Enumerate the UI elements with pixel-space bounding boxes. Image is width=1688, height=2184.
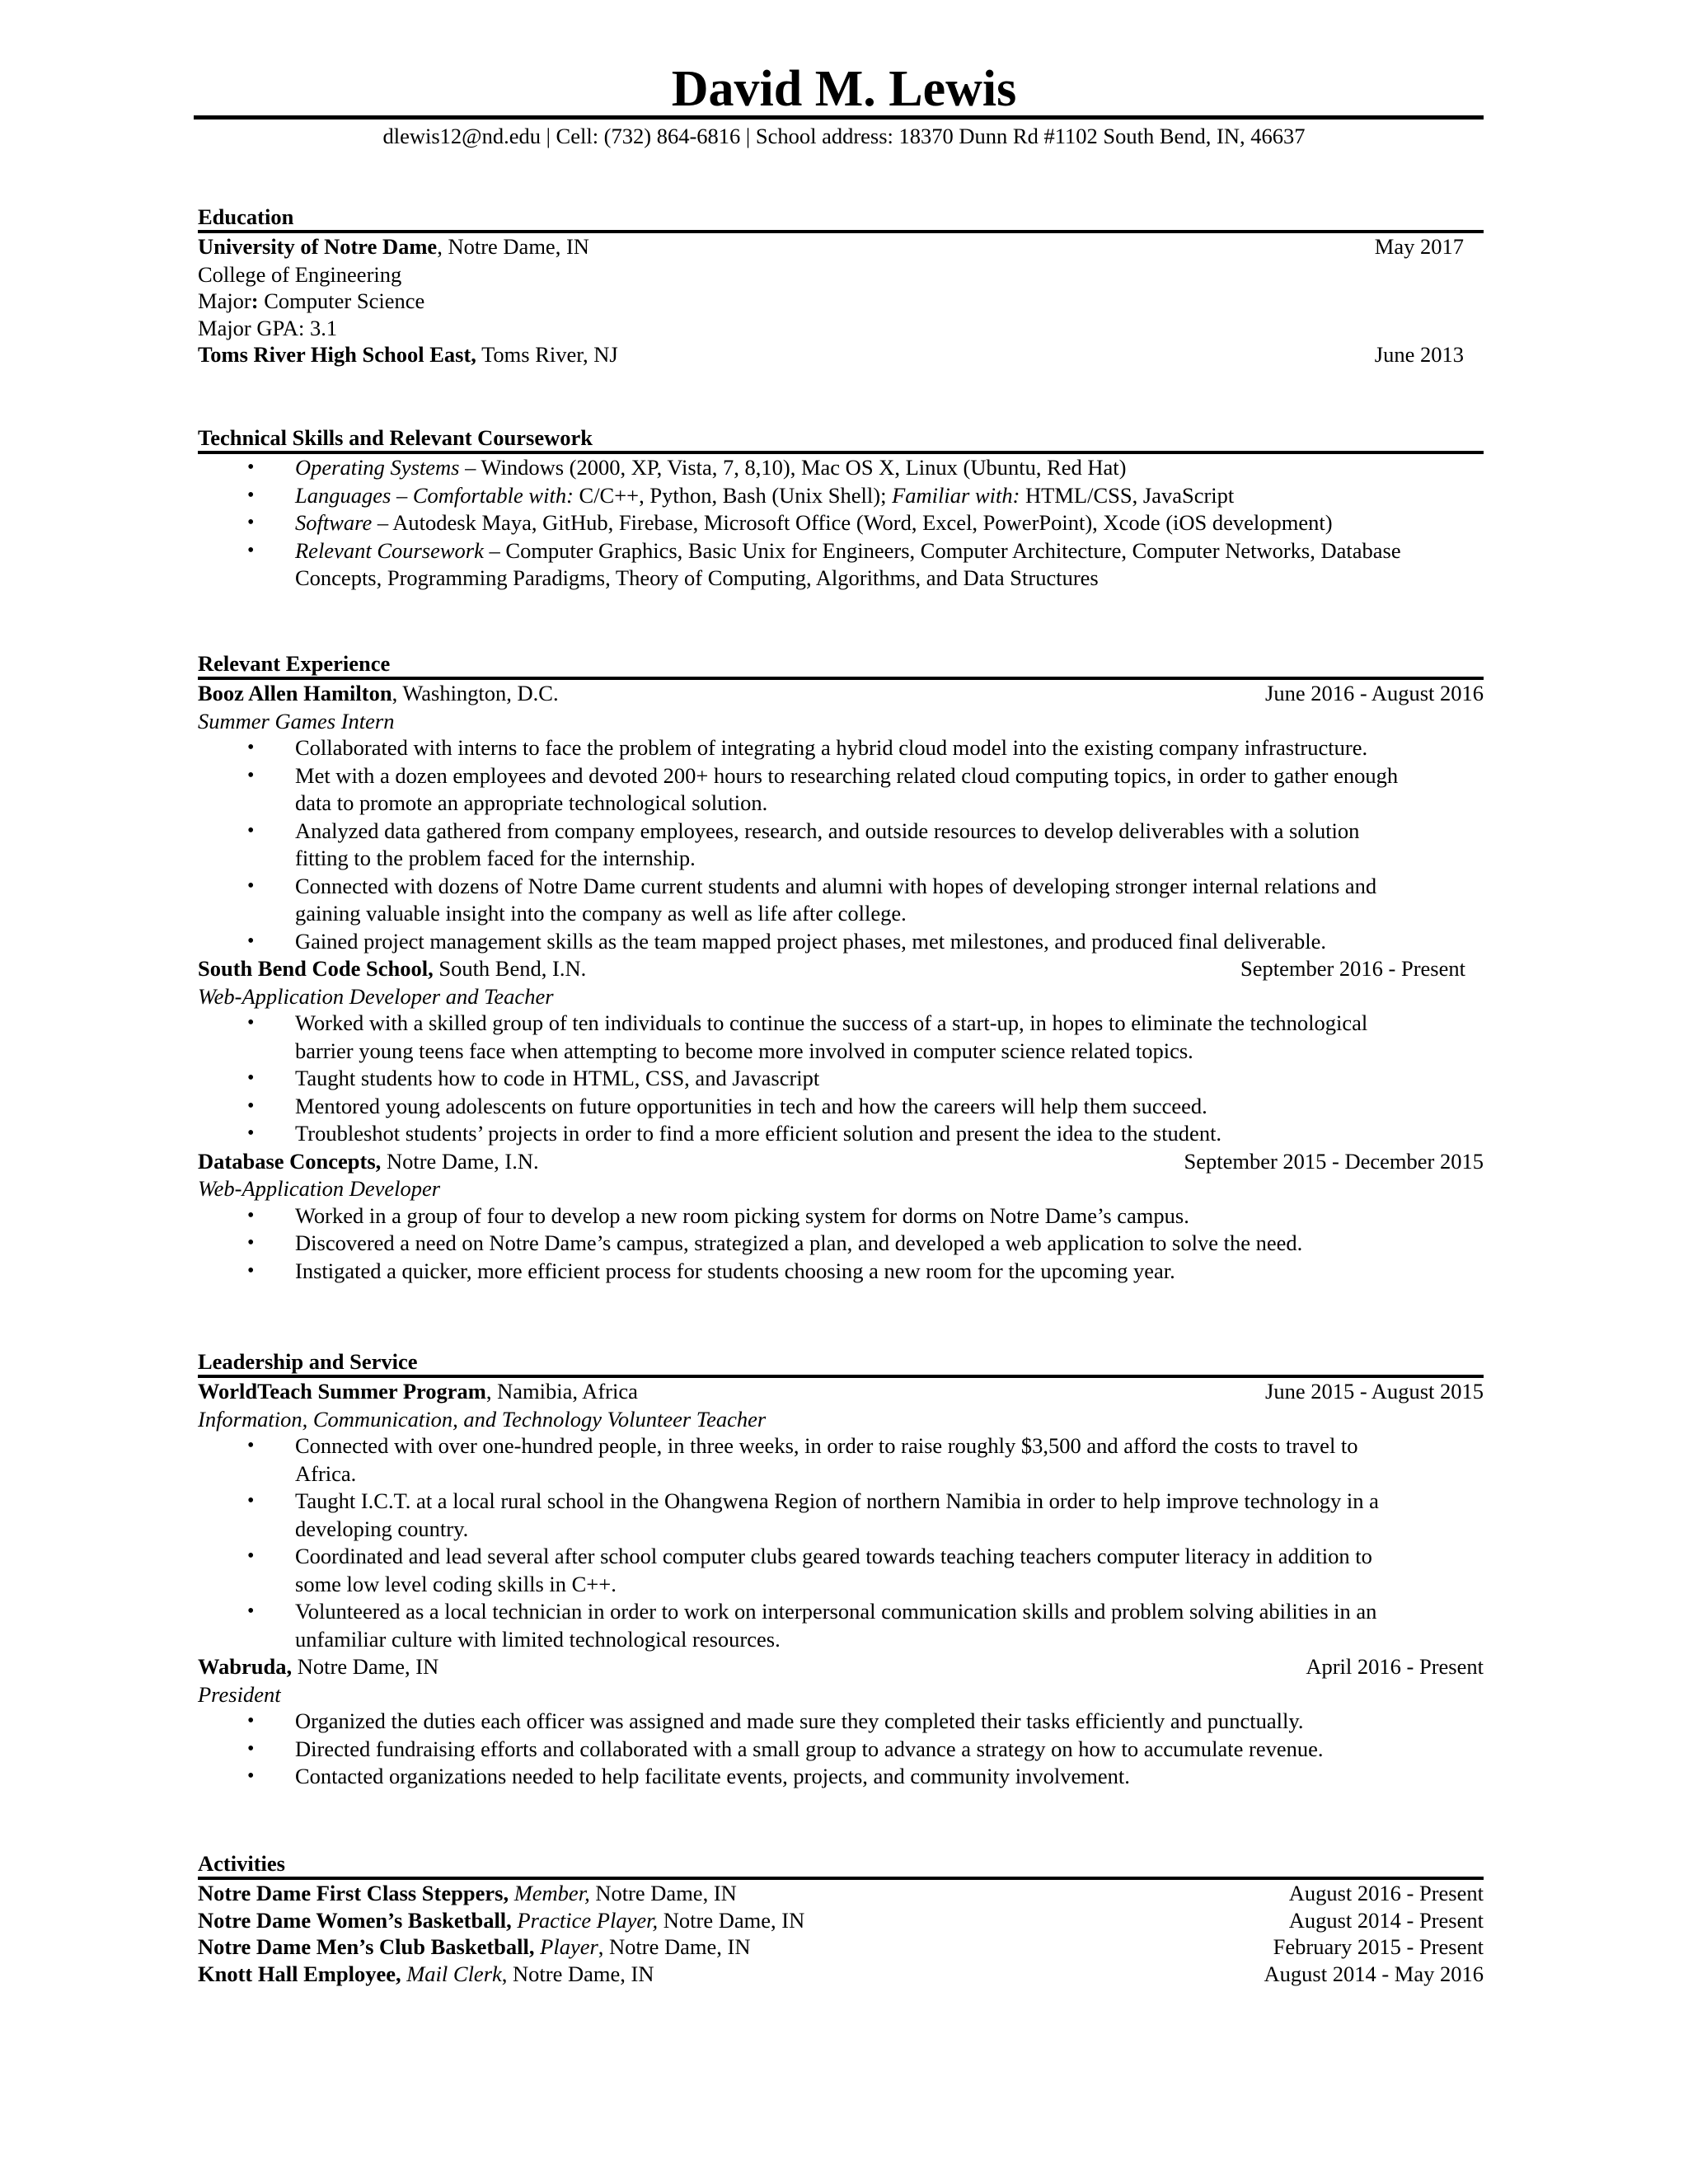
job-org: Wabruda, — [198, 1654, 293, 1679]
job-header — [198, 1148, 1484, 1176]
job-date: June 2016 - August 2016 — [1265, 681, 1484, 705]
job-org-line — [198, 1148, 539, 1176]
education-major — [198, 288, 1484, 315]
list-item — [198, 1736, 1482, 1764]
job-header — [198, 1653, 1484, 1681]
list-item — [198, 1065, 1482, 1093]
skill-text: Autodesk Maya, GitHub, Firebase, Microsoft Office (Word, Excel, PowerPoint), Xcode (iOS development) — [392, 510, 1333, 535]
list-item — [198, 734, 1482, 762]
education-school — [198, 341, 618, 369]
list-item — [198, 1488, 1482, 1543]
skills-list — [198, 454, 1484, 593]
activity-desc — [198, 1907, 804, 1934]
job-role: Web-Application Developer — [198, 1176, 441, 1201]
activity-date: August 2014 - May 2016 — [1264, 1961, 1484, 1986]
education-gpa: Major GPA: 3.1 — [198, 315, 338, 340]
bullet-icon: • — [247, 457, 255, 478]
bullet-text: Coordinated and lead several after school computer clubs geared towards teaching teachers computer literacy in addition to — [295, 1544, 1372, 1568]
bullet-text: fitting to the problem faced for the internship. — [295, 846, 696, 870]
job-bullets — [198, 1010, 1484, 1148]
section-title-skills: Technical Skills and Relevant Coursework — [198, 425, 593, 450]
bullet-icon: • — [247, 1435, 255, 1456]
activity-org: Notre Dame Women’s Basketball, — [198, 1907, 512, 1933]
list-item — [198, 482, 1482, 510]
activity-desc — [198, 1933, 751, 1961]
job-date: June 2015 - August 2015 — [1265, 1379, 1484, 1404]
activity-row — [198, 1933, 1484, 1961]
bullet-text: Instigated a quicker, more efficient process for students choosing a new room for the upcoming year. — [295, 1258, 1175, 1283]
leadership-section — [198, 1348, 1484, 1791]
bullet-text: Analyzed data gathered from company employees, research, and outside resources to develop deliverables with a solution — [295, 818, 1360, 843]
school-place: Toms River, NJ — [476, 342, 618, 367]
list-item — [198, 1598, 1482, 1653]
activity-date: August 2016 - Present — [1288, 1881, 1484, 1905]
skill-text-line-2: Concepts, Programming Paradigms, Theory of Computing, Algorithms, and Data Structures — [295, 565, 1099, 590]
skill-sep: – — [483, 537, 506, 563]
list-item — [198, 1258, 1482, 1286]
school-name: Toms River High School East, — [198, 342, 476, 367]
bullet-icon: • — [247, 1490, 255, 1511]
job-org-line — [198, 955, 586, 983]
contact-line: dlewis12@nd.edu | Cell: (732) 864-6816 | School address: 18370 Dunn Rd #1102 South Bend, IN, 46637 — [382, 124, 1306, 148]
school-name: University of Notre Dame — [198, 234, 438, 259]
activity-desc — [198, 1961, 654, 1988]
bullet-icon: • — [247, 1012, 255, 1033]
skill-text-2: HTML/CSS, JavaScript — [1020, 482, 1235, 508]
job-place: South Bend, I.N. — [433, 956, 587, 981]
bullet-text: data to promote an appropriate technological solution. — [295, 790, 768, 815]
list-item — [198, 1120, 1482, 1148]
bullet-icon: • — [247, 930, 255, 952]
job-role: President — [198, 1681, 281, 1707]
job-bullets — [198, 1708, 1484, 1791]
job-org-line — [198, 1653, 438, 1681]
list-item — [198, 454, 1482, 482]
list-item — [198, 1230, 1482, 1258]
education-date: June 2013 — [1374, 342, 1464, 367]
bullet-icon: • — [247, 1737, 255, 1760]
list-item — [198, 509, 1482, 537]
bullet-text: Africa. — [295, 1460, 357, 1486]
skill-label: Languages – Comfortable with: — [295, 482, 574, 508]
bullet-text: Discovered a need on Notre Dame’s campus, strategized a plan, and developed a web application to solve the need. — [295, 1230, 1303, 1255]
list-item — [198, 818, 1482, 873]
education-entry-notre-dame — [198, 233, 1484, 261]
activity-desc — [198, 1880, 737, 1907]
job-org-line — [198, 680, 559, 708]
activity-row — [198, 1961, 1484, 1988]
list-item — [198, 1543, 1482, 1598]
bullet-text: Volunteered as a local technician in order to work on interpersonal communication skills and problem solving abilities in an — [295, 1599, 1377, 1624]
bullet-text: Met with a dozen employees and devoted 200+ hours to researching related cloud computing topics, in order to gather enough — [295, 762, 1399, 788]
bullet-icon: • — [247, 737, 255, 758]
major-colon: : — [251, 288, 259, 313]
list-item — [198, 1093, 1482, 1121]
bullet-icon: • — [247, 539, 255, 561]
bullet-text: Troubleshot students’ projects in order to find a more efficient solution and present the idea to the student. — [295, 1121, 1222, 1146]
job-org: Database Concepts, — [198, 1148, 382, 1174]
job-place: , Namibia, Africa — [485, 1379, 638, 1404]
activity-row — [198, 1880, 1484, 1907]
job-org: Booz Allen Hamilton — [198, 681, 392, 705]
bullet-text: Taught I.C.T. at a local rural school in the Ohangwena Region of northern Namibia in order to help improve technology in a — [295, 1488, 1379, 1513]
skill-label-2: Familiar with: — [892, 482, 1020, 508]
job-org: WorldTeach Summer Program — [198, 1379, 486, 1404]
bullet-icon: • — [247, 1765, 255, 1787]
skills-section — [198, 424, 1484, 593]
skill-label: Software — [295, 510, 373, 535]
bullet-text: unfamiliar culture with limited technological resources. — [295, 1626, 781, 1652]
activity-date: August 2014 - Present — [1288, 1907, 1484, 1933]
bullet-icon: • — [247, 764, 255, 786]
job-date: September 2016 - Present — [1240, 956, 1465, 981]
bullet-icon: • — [247, 1204, 255, 1226]
job-header — [198, 680, 1484, 708]
section-title-activities: Activities — [198, 1851, 285, 1876]
list-item — [198, 1763, 1482, 1791]
skill-label: Operating Systems — [295, 455, 460, 480]
bullet-text: some low level coding skills in C++. — [295, 1571, 617, 1596]
activity-place: , Notre Dame, IN — [501, 1961, 654, 1986]
job-role: Information, Communication, and Technology Volunteer Teacher — [198, 1406, 767, 1432]
job-place: Notre Dame, I.N. — [381, 1148, 539, 1174]
job-bullets — [198, 1202, 1484, 1286]
activity-row — [198, 1907, 1484, 1934]
bullet-text: Gained project management skills as the team mapped project phases, met milestones, and produced final deliverable. — [295, 928, 1326, 954]
section-title-leadership: Leadership and Service — [198, 1349, 418, 1374]
activity-org: Notre Dame First Class Steppers, — [198, 1881, 509, 1905]
section-title-education: Education — [198, 204, 294, 229]
job-place: , Washington, D.C. — [392, 681, 559, 705]
activity-place: , Notre Dame, IN — [598, 1934, 751, 1959]
bullet-icon: • — [247, 1232, 255, 1254]
list-item — [198, 1010, 1482, 1065]
job-place: Notre Dame, IN — [292, 1654, 439, 1679]
activity-org: Knott Hall Employee, — [198, 1961, 401, 1986]
bullet-text: Collaborated with interns to face the problem of integrating a hybrid cloud model into the existing company infrastructure. — [295, 735, 1368, 760]
bullet-text: Directed fundraising efforts and collaborated with a small group to advance a strategy on how to accumulate revenue. — [295, 1736, 1324, 1761]
activity-place: Notre Dame, IN — [663, 1907, 805, 1933]
education-section — [198, 204, 1484, 369]
skill-text: Windows (2000, XP, Vista, 7, 8,10), Mac OS X, Linux (Ubuntu, Red Hat) — [481, 455, 1127, 480]
job-role: Web-Application Developer and Teacher — [198, 983, 554, 1009]
bullet-icon: • — [247, 1545, 255, 1567]
activity-date: February 2015 - Present — [1273, 1934, 1484, 1959]
education-entry-high-school — [198, 341, 1484, 369]
list-item — [198, 873, 1482, 928]
activity-org: Notre Dame Men’s Club Basketball, — [198, 1934, 535, 1959]
major-value: Computer Science — [258, 288, 425, 313]
list-item — [198, 1708, 1482, 1736]
bullet-text: Connected with dozens of Notre Dame current students and alumni with hopes of developing stronger internal relations and — [295, 873, 1377, 898]
leadership-jobs — [198, 1378, 1484, 1791]
bullet-icon: • — [247, 1601, 255, 1622]
bullet-text: Mentored young adolescents on future opportunities in tech and how the careers will help them succeed. — [295, 1093, 1207, 1118]
bullet-icon: • — [247, 1094, 255, 1117]
activities-section — [198, 1850, 1484, 1987]
skill-text: C/C++, Python, Bash (Unix Shell); — [573, 482, 893, 508]
resume-name: David M. Lewis — [671, 61, 1017, 117]
bullet-text: Worked in a group of four to develop a new room picking system for dorms on Notre Dame’s campus. — [295, 1202, 1189, 1228]
job-org: South Bend Code School, — [198, 956, 434, 981]
education-date: May 2017 — [1374, 234, 1464, 259]
skill-sep: – — [459, 455, 481, 480]
bullet-text: developing country. — [295, 1516, 469, 1541]
job-date: April 2016 - Present — [1306, 1654, 1484, 1679]
skill-text: Computer Graphics, Basic Unix for Engineers, Computer Architecture, Computer Networks, Database — [505, 537, 1401, 563]
job-bullets — [198, 1432, 1484, 1653]
bullet-text: gaining valuable insight into the company as well as life after college. — [295, 901, 907, 926]
list-item — [198, 537, 1482, 593]
activity-role: Player — [540, 1934, 598, 1959]
bullet-icon: • — [247, 1259, 255, 1282]
bullet-text: Taught students how to code in HTML, CSS, and Javascript — [295, 1066, 820, 1090]
activity-place: Notre Dame, IN — [595, 1881, 737, 1905]
bullet-icon: • — [247, 1122, 255, 1144]
skill-label: Relevant Coursework — [295, 537, 484, 563]
bullet-icon: • — [247, 512, 255, 533]
list-item — [198, 1432, 1482, 1488]
bullet-text: Organized the duties each officer was assigned and made sure they completed their tasks efficiently and punctually. — [295, 1708, 1304, 1733]
job-bullets — [198, 734, 1484, 955]
bullet-text: Worked with a skilled group of ten individuals to continue the success of a start-up, in hopes to eliminate the technological — [295, 1010, 1368, 1035]
bullet-icon: • — [247, 1710, 255, 1732]
bullet-text: Connected with over one-hundred people, in three weeks, in order to raise roughly $3,500 and afford the costs to travel to — [295, 1433, 1358, 1458]
header-rule — [194, 115, 1484, 120]
job-role: Summer Games Intern — [198, 708, 395, 733]
job-header — [198, 955, 1484, 983]
experience-section — [198, 650, 1484, 1285]
education-college: College of Engineering — [198, 261, 402, 287]
major-label: Major — [198, 288, 251, 313]
activities-list — [198, 1880, 1484, 1987]
list-item — [198, 928, 1482, 956]
education-school — [198, 233, 589, 261]
bullet-icon: • — [247, 819, 255, 841]
experience-jobs — [198, 680, 1484, 1285]
bullet-icon: • — [247, 1067, 255, 1089]
bullet-icon: • — [247, 874, 255, 897]
activity-role: Mail Clerk — [406, 1961, 502, 1986]
bullet-text: barrier young teens face when attempting to become more involved in computer science related topics. — [295, 1038, 1193, 1063]
bullet-text: Contacted organizations needed to help facilitate events, projects, and community involvement. — [295, 1764, 1130, 1788]
job-header — [198, 1378, 1484, 1406]
school-place: , Notre Dame, IN — [437, 234, 589, 259]
job-date: September 2015 - December 2015 — [1184, 1148, 1484, 1174]
activity-role: Member, — [513, 1881, 590, 1905]
section-title-experience: Relevant Experience — [198, 651, 391, 676]
list-item — [198, 1202, 1482, 1230]
bullet-icon: • — [247, 484, 255, 506]
skill-sep: – — [372, 510, 393, 535]
activity-role: Practice Player, — [517, 1907, 659, 1933]
job-org-line — [198, 1378, 638, 1406]
list-item — [198, 762, 1482, 818]
